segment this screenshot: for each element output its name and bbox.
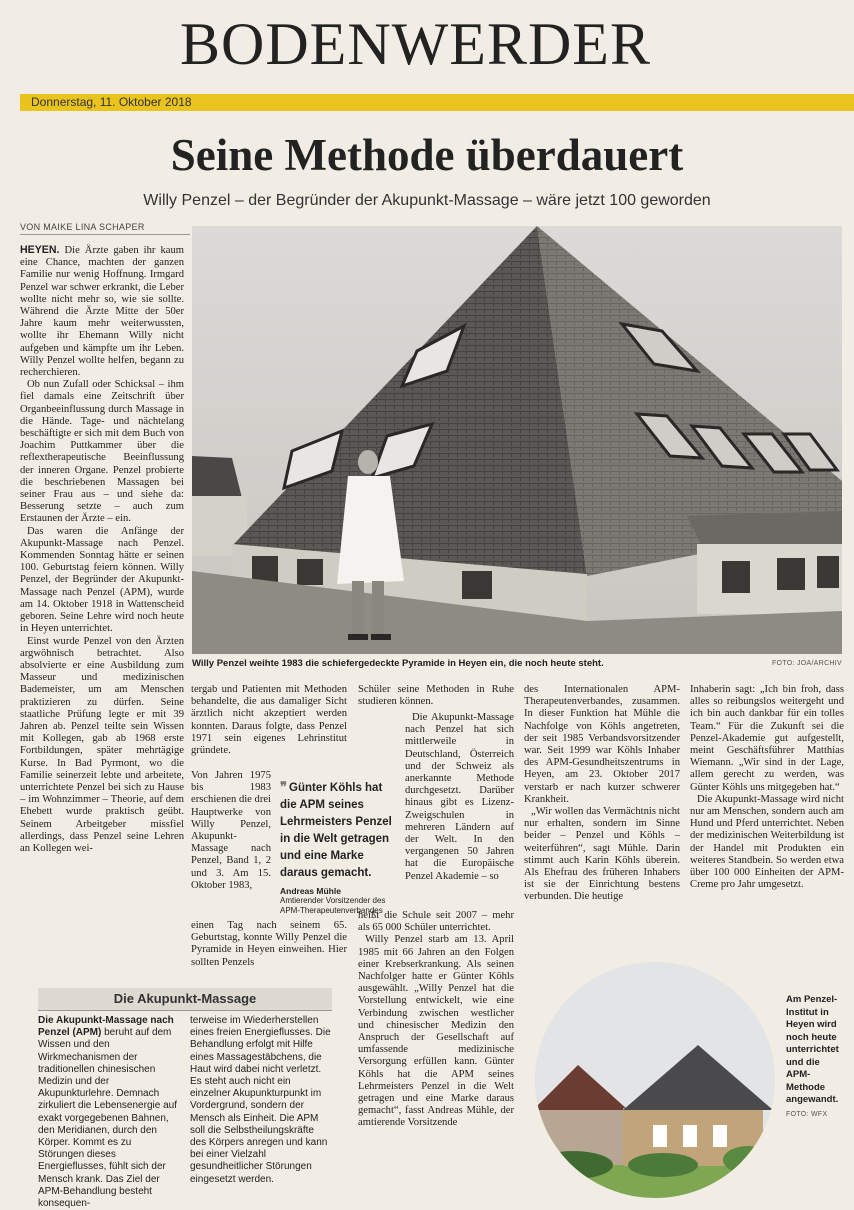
article-column-4 — [524, 684, 680, 956]
infobox-column-1 — [38, 1015, 178, 1210]
photo-credit: FOTO: JOA/ARCHIV — [771, 660, 842, 667]
article-paragraph — [20, 244, 184, 379]
pull-quote — [280, 778, 395, 915]
article-column-2-bottom — [191, 920, 347, 982]
article-paragraph: Von Jahren 1975 bis 1983 erschienen die drei Hauptwerke von Willy Penzel, Akupunkt-Massage nach Penzel, Band 1, 2 und 3. Am 15. Oktober 1983, — [191, 770, 272, 891]
infobox-lead: Die Akupunkt-Massage nach Penzel (APM) — [38, 1015, 174, 1039]
institute-photo — [533, 960, 777, 1200]
photo-caption — [192, 657, 842, 671]
article-paragraph: Die Akupunkt-Massage nach Penzel hat sich mittlerweile in Deutschland, Österreich und der Schweiz als anerkannte Methode durchgesetzt. Darüber hinaus gibt es Lizenz-Zweigschulen in mehreren Ländern auf der Welt. In den vergangenen 50 Jahren hat die Europäische Penzel Akademie – so — [405, 712, 514, 882]
article-paragraph: tergab und Patienten mit Methoden behandelte, die aus damaliger Sicht ärztlich nicht akzeptiert werden konnten. Daraus folgte, dass Penzel 1971 sein eigenes Lehrinstitut gründete. — [191, 684, 347, 757]
quote-author: Andreas Mühle — [280, 886, 341, 896]
article-paragraph: einen Tag nach seinem 65. Geburtstag, konnte Willy Penzel die Pyramide in Heyen einweihen. Hier sollten Penzels — [191, 920, 347, 968]
infobox-title: Die Akupunkt-Massage — [38, 988, 332, 1011]
quote-mark-icon: ❞ — [280, 779, 287, 794]
article-paragraph: Willy Penzel starb am 13. April 1985 mit 66 Jahren an den Folgen einer Krebserkrankung. Als seinen Nachfolger hatte er Günter Köhls ausgewählt. „Willy Penzel hat die Vorstellung entwickelt, wie eine Verbindung zwischen westlicher und chinesischer Medizin den Anspruch der Gesellschaft auf umfassende medizinische Versorgung erfüllen kann. Günter Köhls hat die APM seines Lehrmeisters Penzel in die Welt getragen und eine Marke daraus gemacht“, fasst Andreas Mühle, der amtierende Vorsitzende — [358, 934, 514, 1129]
subheadline: Willy Penzel – der Begründer der Akupunkt-Massage – wäre jetzt 100 geworden — [143, 192, 711, 209]
byline: VON MAIKE LINA SCHAPER — [20, 222, 145, 232]
article-paragraph: Inhaberin sagt: „Ich bin froh, dass alles so reibungslos weitergeht und ich bin auch dankbar für ein tolles Team.“ Für die Zukunft sei die Penzel-Akademie gut aufgestellt, meint Geschäftsführer Matthias Wiemann. „Wir sind in der Lage, allem gerecht zu werden, was Günter Köhls uns mitgegeben hat.“ — [690, 684, 844, 793]
institute-photo-credit: FOTO: WFX — [786, 1110, 828, 1118]
article-paragraph: Die Akupunkt-Massage wird nicht nur am Menschen, sondern auch am Hund und Pferd unterrichtet. Neben der medizinischen Weiterbildung ist der Handel mit Produkten ein weiteres Standbein. So werden etwa über 100 000 Einheiten der APM-Creme pro Jahr umgesetzt. — [690, 793, 844, 891]
infobox-text: beruht auf dem Wissen und den Wirkmechanismen der traditionellen chinesischen Medizin und der Akupunkturlehre. Demnach zirkuliert die Lebensenergie auf exakt vorgegebenen Bahnen, den Meridianen, durch den Körper. Kommt es zu Störungen dieses Energieflusses, fühlt sich der Mensch krank. Das Ziel der APM-Behandlung besteht konsequen- — [38, 1027, 177, 1210]
article-column-2-top — [191, 684, 347, 770]
headline: Seine Methode überdauert — [170, 130, 684, 180]
article-paragraph: heißt die Schule seit 2007 – mehr als 65 000 Schüler unterrichtet. — [358, 910, 514, 934]
article-paragraph: Das waren die Anfänge der Akupunkt-Massage nach Penzel. Kommenden Sonntag hätte er seinen 100. Geburtstag feiern können. Willy Penzel, der Begründer der Akupunkt-Massage nach Penzel (APM), wurde am 14. Oktober 1918 in Wattenscheid geboren. Seine Lehre wird noch heute in Heyen unterrichtet. — [20, 525, 184, 635]
pyramid-photo-illustration — [192, 226, 842, 654]
infobox-column-2 — [190, 1015, 332, 1200]
pyramid-photo — [192, 226, 842, 654]
article-paragraph: Ob nun Zufall oder Schicksal – ihm fiel damals eine Zeitschrift über Organbeeinflussung durch Massage in die Hände. Tage- und nächtelang beschäftigte er sich mit dem Buch von Joachim Puttkammer über die reflextherapeutische Beeinflussung der inneren Organe. Penzel probierte die beschriebenen Massagen bei seiner Frau aus – und siehe da: Besserung setzte – auch zum Erstaunen der Ärzte – ein. — [20, 379, 184, 525]
quote-author-role: Amtierender Vorsitzender des APM-Therapeutenverbandes — [280, 896, 386, 915]
article-column-1 — [20, 244, 184, 982]
pull-quote-text: Günter Köhls hat die APM seines Lehrmeisters Penzel in die Welt getragen und eine Marke daraus gemacht. — [280, 782, 392, 879]
article-paragraph: des Internationalen APM-Therapeutenverbandes, zusammen. In dieser Funktion hat Mühle die Nachfolge von Köhls angetreten, der seit 1985 Verbandsvorsitzender war. Seit 1999 war Köhls Inhaber des APM-Gesundheitszentrums in Heyen, am 23. Oktober 2017 verstarb er nach kurzer schwerer Krankheit. — [524, 684, 680, 805]
article-paragraph: „Wir wollen das Vermächtnis nicht nur erhalten, sondern im Sinne beider – Penzel und Köhls – weiterführen“, sagt Mühle. Darin stimmt auch Karin Köhls überein. Als Ehefrau des früheren Inhabers ist sie der Einrichtung bestens verbunden. Die heutige — [524, 806, 680, 903]
issue-date: Donnerstag, 11. Oktober 2018 — [31, 95, 192, 109]
article-column-5 — [690, 684, 844, 976]
article-paragraph: Schüler seine Methoden in Ruhe studieren können. — [358, 684, 514, 708]
institute-photo-caption — [786, 994, 846, 1121]
dateline: HEYEN. — [20, 244, 60, 256]
byline-rule — [20, 234, 190, 235]
article-paragraph: Einst wurde Penzel von den Ärzten argwöhnisch betrachtet. Also absolvierte er eine Ausbildung zum Masseur und medizinischen Bademeister, um am Menschen praktizieren zu dürfen. Seine staatliche Prüfung legte er mit 39 Jahren ab. Penzel teilte sein Wissen mit Kollegen, gab ab 1968 erste Fortbildungen, später mehrtägige Kurse. In Bad Pyrmont, wo die Familie seinerzeit lebte und arbeitete, unterrichtete Penzel bei sich zu Hause – im Wohnzimmer – Theorie, auf dem Ehebett wurde praktisch geübt. Seinem Arbeitgeber missfiel allerdings, dass Penzel seine Lehren an Kollegen wei- — [20, 635, 184, 854]
institute-photo-illustration — [533, 960, 777, 1200]
institute-caption-text: Am Penzel-Institut in Heyen wird noch heute unterrichtet und die APM-Methode angewandt. — [786, 994, 839, 1105]
article-column-3-bottom — [358, 910, 514, 1200]
article-text: Die Ärzte gaben ihr kaum eine Chance, machten der ganzen Familie nur wenig Hoffnung. Irmgard Penzel war schwer erkrankt, die Leber wollte nicht mehr so, wie sie sollte. Während die Ärzte Mitte der 50er Jahre kaum mehr weiterwussten, wollte ihr Ehemann Willy nicht aufgeben und kämpfte um ihr Leben. Willy Penzel wollte helfen, begann zu recherchieren. — [20, 245, 184, 379]
article-column-3-top — [358, 684, 514, 712]
article-column-2-narrow — [191, 770, 271, 915]
infobox-text: terweise im Wiederherstellen eines freien Energieflusses. Die Behandlung erfolgt mit Hilfe eines Massagestäbchens, die Haut wird dabei nicht verletzt. Es steht auch nicht ein einzelner Akupunkturpunkt im Vordergrund, sondern der Mensch als Einheit. Die APM soll die Selbstheilungskräfte des Körpers anregen und kann bei einer Vielzahl gesundheitlicher Störungen eingesetzt werden. — [190, 1015, 331, 1185]
masthead: BODENWERDER — [180, 11, 651, 77]
photo-caption-text: Willy Penzel weihte 1983 die schiefergedeckte Pyramide in Heyen ein, die noch heute steht. — [192, 658, 604, 669]
article-column-3-narrow — [405, 712, 514, 908]
date-bar — [20, 94, 854, 111]
